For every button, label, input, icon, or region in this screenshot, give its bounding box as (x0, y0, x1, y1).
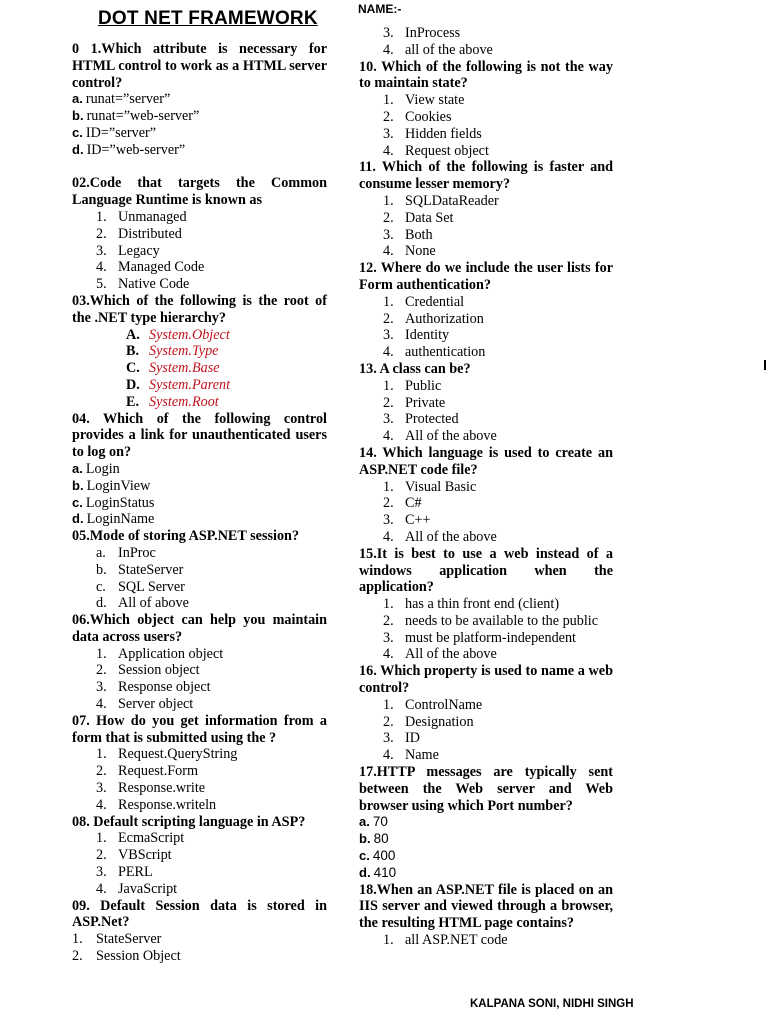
question-block (359, 663, 613, 764)
question-text: 18.When an ASP.NET file is placed on an IIS server and viewed through a browser, the resulting HTML page contains? (359, 881, 613, 932)
option-marker: E. (126, 393, 140, 410)
question-text: 02.Code that targets the Common Language Runtime is known as (72, 175, 327, 209)
question-block (72, 528, 327, 612)
option-marker: 3. (383, 730, 394, 747)
answer-option (359, 109, 613, 126)
option-marker: 3. (383, 25, 394, 41)
option-text: Response.write (118, 780, 206, 797)
option-marker: c. (72, 494, 83, 510)
answer-option (72, 931, 327, 948)
option-marker: 2. (72, 948, 83, 965)
option-marker: 1. (383, 596, 394, 613)
option-text: Session object (118, 662, 200, 679)
question-text: 11. Which of the following is faster and consume lesser memory? (359, 159, 613, 193)
option-marker: B. (126, 343, 140, 360)
option-marker: 4. (383, 528, 394, 545)
option-text: has a thin front end (client) (405, 596, 560, 613)
answer-option (359, 831, 613, 848)
option-text: authentication (405, 344, 486, 361)
option-marker: 3. (383, 226, 394, 243)
option-text: Unmanaged (118, 208, 187, 225)
answer-option (359, 697, 613, 714)
answer-option (359, 126, 613, 143)
option-text: Public (405, 377, 442, 394)
option-marker: 3. (383, 411, 394, 428)
question-block (72, 612, 327, 713)
option-text: Visual Basic (405, 478, 477, 495)
option-text: 80 (373, 831, 389, 847)
answer-option (359, 193, 613, 210)
option-marker: 4. (383, 428, 394, 445)
edge-mark (764, 360, 766, 370)
answer-option (359, 646, 613, 663)
option-text: PERL (118, 864, 153, 881)
option-marker: 4. (383, 41, 394, 58)
option-text: Protected (405, 411, 459, 428)
answer-options (359, 697, 613, 764)
answer-options (359, 932, 613, 949)
question-block (72, 293, 327, 411)
answer-option (359, 865, 613, 882)
option-text: must be platform-independent (405, 629, 576, 646)
option-text: ID (405, 730, 420, 747)
option-text: 410 (373, 864, 397, 880)
option-text: System.Base (149, 360, 220, 377)
answer-options (359, 294, 613, 361)
option-marker: 2. (96, 847, 107, 864)
option-marker: 1. (383, 478, 394, 495)
option-marker: 1. (383, 377, 394, 394)
option-marker: c. (96, 578, 106, 595)
answer-option (359, 344, 613, 361)
answer-option (359, 932, 613, 949)
option-text: Identity (405, 327, 450, 344)
option-text: 70 (372, 814, 388, 830)
answer-option (359, 42, 613, 59)
answer-options (72, 91, 327, 158)
question-text: 10. Which of the following is not the way to maintain state? (359, 58, 613, 92)
option-marker: 4. (96, 259, 107, 276)
question-block (72, 411, 327, 529)
option-marker: 4. (96, 696, 107, 713)
answer-option (359, 92, 613, 109)
answer-option (72, 478, 327, 495)
answer-option (72, 125, 327, 142)
option-text: LoginView (86, 477, 151, 494)
option-marker: 2. (383, 713, 394, 730)
answer-options (72, 545, 327, 612)
answer-option (72, 881, 327, 898)
option-text: All of the above (405, 528, 497, 545)
option-text: 400 (372, 848, 396, 864)
answer-option (72, 696, 327, 713)
answer-options (359, 25, 613, 59)
option-text: Response.writeln (118, 796, 217, 813)
option-text: ID=”web-server” (86, 141, 186, 158)
option-marker: 2. (383, 209, 394, 226)
answer-option (359, 411, 613, 428)
question-text: 05.Mode of storing ASP.NET session? (72, 528, 300, 545)
answer-option (359, 479, 613, 496)
option-text: C# (405, 495, 422, 512)
question-block (359, 59, 613, 160)
answer-option (359, 714, 613, 731)
option-marker: a. (72, 91, 83, 107)
option-text: Cookies (405, 108, 452, 125)
answer-option (359, 529, 613, 546)
option-marker: 3. (96, 242, 107, 259)
option-text: SQLDataReader (405, 192, 499, 209)
option-marker: 1. (383, 293, 394, 310)
question-block (359, 764, 613, 882)
question-text: 0 1.Which attribute is necessary for HTML control to work as a HTML server control? (72, 41, 327, 91)
answer-option (72, 646, 327, 663)
answer-option (359, 143, 613, 160)
answer-option (72, 343, 327, 360)
answer-options (72, 327, 327, 411)
answer-option (72, 679, 327, 696)
answer-option (72, 780, 327, 797)
question-block (72, 713, 327, 814)
question-text: 16. Which property is used to name a web control? (359, 663, 613, 697)
option-marker: 3. (383, 327, 394, 344)
answer-option (359, 311, 613, 328)
option-text: Data Set (405, 209, 454, 226)
option-marker: D. (126, 376, 140, 393)
option-marker: C. (126, 360, 140, 377)
option-marker: 2. (96, 662, 107, 679)
question-block (359, 260, 613, 361)
option-marker: d. (72, 141, 84, 157)
option-text: EcmaScript (118, 830, 185, 847)
answer-options (72, 830, 327, 897)
question-text: 09. Default Session data is stored in ASP.Net? (72, 897, 327, 931)
authors-footer: KALPANA SONI, NIDHI SINGH (470, 998, 634, 1010)
option-text: InProcess (405, 25, 461, 41)
option-text: all ASP.NET code (405, 932, 508, 949)
question-block (72, 41, 327, 159)
option-marker: b. (359, 831, 371, 847)
option-marker: 1. (383, 192, 394, 209)
option-marker: 1. (383, 92, 394, 109)
option-text: LoginStatus (85, 494, 155, 511)
option-text: Session Object (96, 948, 181, 965)
option-text: Request.Form (118, 763, 198, 780)
answer-option (72, 142, 327, 159)
answer-option (72, 91, 327, 108)
option-text: Distributed (118, 225, 182, 242)
option-marker: 1. (383, 932, 394, 949)
answer-option (359, 747, 613, 764)
option-text: System.Object (149, 326, 230, 343)
option-marker: 1. (383, 696, 394, 713)
option-text: Hidden fields (405, 125, 482, 142)
answer-options (72, 931, 327, 965)
answer-option (72, 830, 327, 847)
option-marker: 4. (383, 142, 394, 159)
question-text: 06.Which object can help you maintain data across users? (72, 612, 327, 645)
answer-option (359, 814, 613, 831)
answer-option (72, 276, 327, 293)
option-marker: 1. (96, 830, 107, 847)
answer-option (359, 378, 613, 395)
left-column (72, 41, 327, 965)
answer-option (359, 395, 613, 412)
option-text: Managed Code (118, 259, 205, 276)
option-text: Authorization (405, 310, 484, 327)
option-text: InProc (118, 544, 156, 561)
option-text: VBScript (118, 847, 172, 864)
option-marker: 4. (383, 646, 394, 663)
option-marker: 2. (383, 495, 394, 512)
answer-option (359, 25, 613, 42)
option-marker: 4. (383, 344, 394, 361)
answer-options (359, 479, 613, 546)
answer-option (359, 730, 613, 747)
option-marker: 2. (96, 225, 107, 242)
option-marker: c. (359, 848, 370, 864)
option-marker: 5. (96, 276, 107, 293)
answer-option (72, 746, 327, 763)
option-marker: 1. (72, 931, 83, 948)
answer-option (72, 847, 327, 864)
option-marker: 2. (383, 394, 394, 411)
option-marker: b. (72, 108, 84, 124)
option-text: StateServer (118, 561, 184, 578)
option-marker: 2. (383, 108, 394, 125)
option-marker: b. (72, 477, 84, 493)
question-text: 17.HTTP messages are typically sent between the Web server and Web browser using which Port number? (359, 764, 613, 814)
answer-option (72, 259, 327, 276)
option-text: View state (405, 92, 465, 109)
question-text: 12. Where do we include the user lists for Form authentication? (359, 260, 613, 293)
option-text: ControlName (405, 696, 483, 713)
question-block (359, 882, 613, 949)
question-block (359, 445, 613, 546)
question-text: 14. Which language is used to create an ASP.NET code file? (359, 444, 613, 478)
option-marker: 3. (383, 512, 394, 529)
answer-option (72, 595, 327, 612)
option-text: None (405, 243, 436, 260)
answer-options (72, 646, 327, 713)
answer-option (72, 545, 327, 562)
option-marker: 2. (383, 310, 394, 327)
answer-options (72, 461, 327, 528)
answer-option (72, 226, 327, 243)
question-text: 04. Which of the following control provides a link for unauthenticated users to log on? (72, 410, 327, 461)
option-marker: A. (126, 326, 140, 343)
option-marker: 1. (96, 645, 107, 662)
question-block (72, 898, 327, 965)
option-text: all of the above (405, 41, 493, 58)
option-text: Native Code (118, 276, 190, 293)
option-marker: a. (72, 460, 83, 476)
question-text: 07. How do you get information from a form that is submitted using the ? (72, 712, 327, 746)
answer-options (359, 814, 613, 881)
answer-option (359, 848, 613, 865)
right-column (359, 25, 613, 949)
option-text: needs to be available to the public (405, 612, 599, 629)
question-block (72, 814, 327, 898)
answer-option (72, 864, 327, 881)
answer-option (72, 662, 327, 679)
option-marker: a. (359, 814, 370, 830)
option-marker: a. (96, 544, 106, 561)
answer-option (72, 579, 327, 596)
option-marker: d. (359, 864, 371, 880)
option-text: JavaScript (118, 880, 178, 897)
option-text: All of above (118, 595, 189, 612)
answer-option (359, 243, 613, 260)
answer-option (72, 495, 327, 512)
answer-option (72, 243, 327, 260)
answer-option (72, 511, 327, 528)
answer-option (359, 227, 613, 244)
option-text: System.Type (149, 343, 219, 360)
option-marker: d. (72, 511, 84, 527)
option-marker: b. (96, 561, 107, 578)
option-text: Private (405, 394, 446, 411)
answer-option (359, 495, 613, 512)
answer-option (359, 210, 613, 227)
question-text: 03.Which of the following is the root of the .NET type hierarchy? (72, 292, 327, 326)
answer-option (359, 428, 613, 445)
option-text: Response object (118, 679, 211, 696)
question-text: 15.It is best to use a web instead of a windows application when the application? (359, 545, 613, 596)
answer-option (359, 512, 613, 529)
option-marker: 4. (383, 243, 394, 260)
option-text: All of the above (405, 428, 497, 445)
name-label: NAME:- (358, 2, 402, 16)
answer-option (72, 209, 327, 226)
option-marker: 3. (96, 780, 107, 797)
option-text: Name (405, 747, 439, 764)
answer-options (359, 92, 613, 159)
option-marker: 3. (96, 679, 107, 696)
option-text: Request.QueryString (118, 746, 238, 763)
option-text: System.Parent (149, 376, 231, 393)
option-text: StateServer (96, 931, 162, 948)
option-text: LoginName (86, 511, 155, 528)
answer-option (72, 461, 327, 478)
question-text: 13. A class can be? (359, 360, 471, 377)
option-text: SQL Server (118, 578, 185, 595)
option-text: runat=”server” (85, 91, 171, 108)
option-text: Server object (118, 696, 194, 713)
answer-options (359, 193, 613, 260)
answer-option (72, 562, 327, 579)
option-text: ID=”server” (85, 124, 157, 141)
question-block (359, 159, 613, 260)
answer-options (72, 209, 327, 293)
option-text: System.Root (149, 393, 219, 410)
question-block (359, 361, 613, 445)
answer-option (72, 394, 327, 411)
answer-option (72, 108, 327, 125)
answer-option (359, 613, 613, 630)
option-text: Both (405, 226, 433, 243)
option-marker: 4. (96, 880, 107, 897)
option-text: Login (85, 460, 120, 477)
answer-option (359, 630, 613, 647)
option-text: C++ (405, 512, 431, 529)
option-marker: 3. (383, 125, 394, 142)
answer-option (72, 327, 327, 344)
option-marker: 4. (96, 796, 107, 813)
option-text: Legacy (118, 242, 160, 259)
option-marker: 3. (383, 629, 394, 646)
option-marker: 2. (96, 763, 107, 780)
option-marker: d. (96, 595, 107, 612)
answer-option (72, 797, 327, 814)
option-marker: 1. (96, 208, 107, 225)
option-text: Designation (405, 713, 474, 730)
answer-option (72, 360, 327, 377)
document-title: DOT NET FRAMEWORK (98, 8, 318, 29)
option-text: Request object (405, 142, 489, 159)
question-block (72, 175, 327, 293)
option-marker: c. (72, 124, 83, 140)
option-marker: 3. (96, 864, 107, 881)
answer-option (359, 327, 613, 344)
option-marker: 4. (383, 747, 394, 764)
option-text: Application object (118, 645, 224, 662)
answer-options (359, 596, 613, 663)
option-text: All of the above (405, 646, 497, 663)
answer-options (72, 746, 327, 813)
option-marker: 2. (383, 612, 394, 629)
option-text: Credential (405, 293, 465, 310)
question-block (359, 546, 613, 664)
answer-option (359, 294, 613, 311)
question-block (359, 25, 613, 59)
answer-option (72, 763, 327, 780)
answer-options (359, 378, 613, 445)
option-marker: 1. (96, 746, 107, 763)
option-text: runat=”web-server” (86, 108, 200, 125)
answer-option (72, 377, 327, 394)
question-text: 08. Default scripting language in ASP? (72, 813, 306, 830)
answer-option (72, 948, 327, 965)
answer-option (359, 596, 613, 613)
